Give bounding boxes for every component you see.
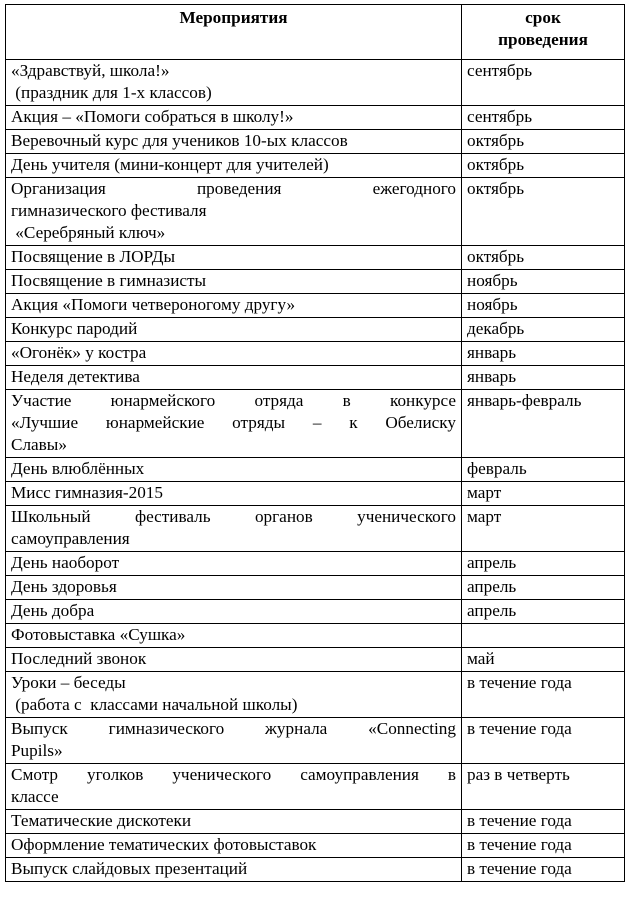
event-name-line: Акция «Помоги четвероногому другу» bbox=[11, 295, 296, 314]
table-row bbox=[6, 600, 625, 624]
event-name-line: Посвящение в гимназисты bbox=[11, 271, 207, 290]
table-row bbox=[6, 246, 625, 270]
event-date-cell bbox=[462, 318, 625, 342]
event-name-line: Выпуск слайдовых презентаций bbox=[11, 859, 248, 878]
event-name-line: Веревочный курс для учеников 10-ых классов bbox=[11, 131, 348, 150]
header-events-label: Мероприятия bbox=[179, 8, 288, 27]
event-date: февраль bbox=[467, 459, 527, 478]
event-name-line: День добра bbox=[11, 601, 95, 620]
event-date: март bbox=[467, 483, 502, 502]
event-cell bbox=[6, 246, 462, 270]
event-date-cell bbox=[462, 130, 625, 154]
event-name-line: Конкурс пародий bbox=[11, 319, 138, 338]
event-cell bbox=[6, 458, 462, 482]
table-row bbox=[6, 270, 625, 294]
table-row bbox=[6, 552, 625, 576]
event-name-line: День учителя (мини-концерт для учителей) bbox=[11, 155, 329, 174]
table-row bbox=[6, 624, 625, 648]
event-cell bbox=[6, 342, 462, 366]
event-date-cell bbox=[462, 552, 625, 576]
event-cell bbox=[6, 810, 462, 834]
table-row bbox=[6, 506, 625, 552]
event-name-line: (праздник для 1-х классов) bbox=[11, 83, 212, 102]
table-row bbox=[6, 458, 625, 482]
event-date-cell bbox=[462, 458, 625, 482]
event-name-line: Уроки – беседы bbox=[11, 673, 126, 692]
event-cell bbox=[6, 482, 462, 506]
event-date-cell bbox=[462, 60, 625, 106]
event-name-line: «Серебряный ключ» bbox=[11, 223, 166, 242]
table-row bbox=[6, 366, 625, 390]
event-cell bbox=[6, 154, 462, 178]
event-date: апрель bbox=[467, 577, 517, 596]
table-row bbox=[6, 154, 625, 178]
table-row bbox=[6, 648, 625, 672]
header-events bbox=[6, 5, 462, 60]
event-cell bbox=[6, 552, 462, 576]
event-date-cell bbox=[462, 576, 625, 600]
table-row bbox=[6, 576, 625, 600]
event-date-cell bbox=[462, 178, 625, 246]
event-cell bbox=[6, 270, 462, 294]
header-date-line1: срок bbox=[525, 8, 561, 27]
event-cell bbox=[6, 648, 462, 672]
table-row bbox=[6, 858, 625, 882]
event-date: в течение года bbox=[467, 859, 572, 878]
event-date-cell bbox=[462, 810, 625, 834]
event-name-line: День здоровья bbox=[11, 577, 117, 596]
event-cell bbox=[6, 294, 462, 318]
event-name-line: Фотовыставка «Сушка» bbox=[11, 625, 186, 644]
event-date: в течение года bbox=[467, 719, 572, 738]
table-row bbox=[6, 294, 625, 318]
event-date-cell bbox=[462, 390, 625, 458]
event-cell bbox=[6, 624, 462, 648]
table-row bbox=[6, 130, 625, 154]
event-date-cell bbox=[462, 600, 625, 624]
event-date: ноябрь bbox=[467, 295, 518, 314]
event-date: январь bbox=[467, 367, 517, 386]
event-name-line: Смотр уголков ученического самоуправления в bbox=[11, 765, 456, 784]
event-cell bbox=[6, 506, 462, 552]
event-name-line: Выпуск гимназического журнала «Connecting bbox=[11, 719, 456, 738]
table-row bbox=[6, 342, 625, 366]
event-name-line: Неделя детектива bbox=[11, 367, 140, 386]
table-row bbox=[6, 178, 625, 246]
event-cell bbox=[6, 858, 462, 882]
event-date: ноябрь bbox=[467, 271, 518, 290]
event-name-line: Pupils» bbox=[11, 741, 63, 760]
event-name-line: «Огонёк» у костра bbox=[11, 343, 147, 362]
table-row bbox=[6, 764, 625, 810]
event-date-cell bbox=[462, 624, 625, 648]
event-name-line: Посвящение в ЛОРДы bbox=[11, 247, 176, 266]
event-name-line: самоуправления bbox=[11, 529, 130, 548]
event-cell bbox=[6, 178, 462, 246]
table-row bbox=[6, 718, 625, 764]
event-date: сентябрь bbox=[467, 107, 533, 126]
event-name-line: Организация проведения ежегодного bbox=[11, 179, 456, 198]
event-name-line: День влюблённых bbox=[11, 459, 145, 478]
events-table-body bbox=[6, 60, 625, 882]
events-schedule bbox=[5, 4, 624, 882]
event-name-line: Акция – «Помоги собраться в школу!» bbox=[11, 107, 294, 126]
event-cell bbox=[6, 718, 462, 764]
event-cell bbox=[6, 834, 462, 858]
event-date-cell bbox=[462, 154, 625, 178]
event-date-cell bbox=[462, 482, 625, 506]
event-date-cell bbox=[462, 648, 625, 672]
event-date: октябрь bbox=[467, 247, 525, 266]
event-cell bbox=[6, 130, 462, 154]
event-name-line: Тематические дискотеки bbox=[11, 811, 192, 830]
event-date: октябрь bbox=[467, 179, 525, 198]
event-name-line: Славы» bbox=[11, 435, 67, 454]
table-row bbox=[6, 390, 625, 458]
event-date: март bbox=[467, 507, 502, 526]
event-name-line: Участие юнармейского отряда в конкурсе bbox=[11, 391, 456, 410]
event-name-line: Школьный фестиваль органов ученического bbox=[11, 507, 456, 526]
event-name-line: «Лучшие юнармейские отряды – к Обелиску bbox=[11, 413, 456, 432]
event-date-cell bbox=[462, 246, 625, 270]
event-date-cell bbox=[462, 270, 625, 294]
event-date: раз в четверть bbox=[467, 765, 570, 784]
event-date-cell bbox=[462, 672, 625, 718]
event-date-cell bbox=[462, 106, 625, 130]
table-row bbox=[6, 60, 625, 106]
event-date-cell bbox=[462, 506, 625, 552]
table-row bbox=[6, 482, 625, 506]
event-date-cell bbox=[462, 858, 625, 882]
event-name-line: День наоборот bbox=[11, 553, 120, 572]
event-date: май bbox=[467, 649, 495, 668]
event-cell bbox=[6, 60, 462, 106]
event-date: апрель bbox=[467, 553, 517, 572]
table-row bbox=[6, 318, 625, 342]
event-date: декабрь bbox=[467, 319, 525, 338]
event-date: апрель bbox=[467, 601, 517, 620]
event-date-cell bbox=[462, 764, 625, 810]
header-row bbox=[6, 5, 625, 60]
event-name-line: «Здравствуй, школа!» bbox=[11, 61, 170, 80]
event-date: в течение года bbox=[467, 811, 572, 830]
event-cell bbox=[6, 764, 462, 810]
event-date: в течение года bbox=[467, 673, 572, 692]
event-date: сентябрь bbox=[467, 61, 533, 80]
event-date: октябрь bbox=[467, 155, 525, 174]
event-date: в течение года bbox=[467, 835, 572, 854]
event-cell bbox=[6, 576, 462, 600]
event-date-cell bbox=[462, 834, 625, 858]
table-row bbox=[6, 834, 625, 858]
event-date: октябрь bbox=[467, 131, 525, 150]
event-date-cell bbox=[462, 366, 625, 390]
event-name-line: классе bbox=[11, 787, 59, 806]
event-name-line: гимназического фестиваля bbox=[11, 201, 207, 220]
header-date-line2: проведения bbox=[498, 30, 588, 49]
event-date: январь bbox=[467, 343, 517, 362]
event-cell bbox=[6, 366, 462, 390]
table-row bbox=[6, 810, 625, 834]
event-date-cell bbox=[462, 718, 625, 764]
event-cell bbox=[6, 106, 462, 130]
event-cell bbox=[6, 600, 462, 624]
event-name-line: Последний звонок bbox=[11, 649, 147, 668]
event-cell bbox=[6, 672, 462, 718]
event-date-cell bbox=[462, 342, 625, 366]
event-name-line: Мисс гимназия-2015 bbox=[11, 483, 163, 502]
event-name-line: Оформление тематических фотовыставок bbox=[11, 835, 317, 854]
table-row bbox=[6, 106, 625, 130]
events-table bbox=[5, 4, 625, 882]
event-date-cell bbox=[462, 294, 625, 318]
event-cell bbox=[6, 390, 462, 458]
event-name-line: (работа с классами начальной школы) bbox=[11, 695, 298, 714]
table-row bbox=[6, 672, 625, 718]
event-date: январь-февраль bbox=[467, 391, 582, 410]
header-date bbox=[462, 5, 625, 60]
event-cell bbox=[6, 318, 462, 342]
